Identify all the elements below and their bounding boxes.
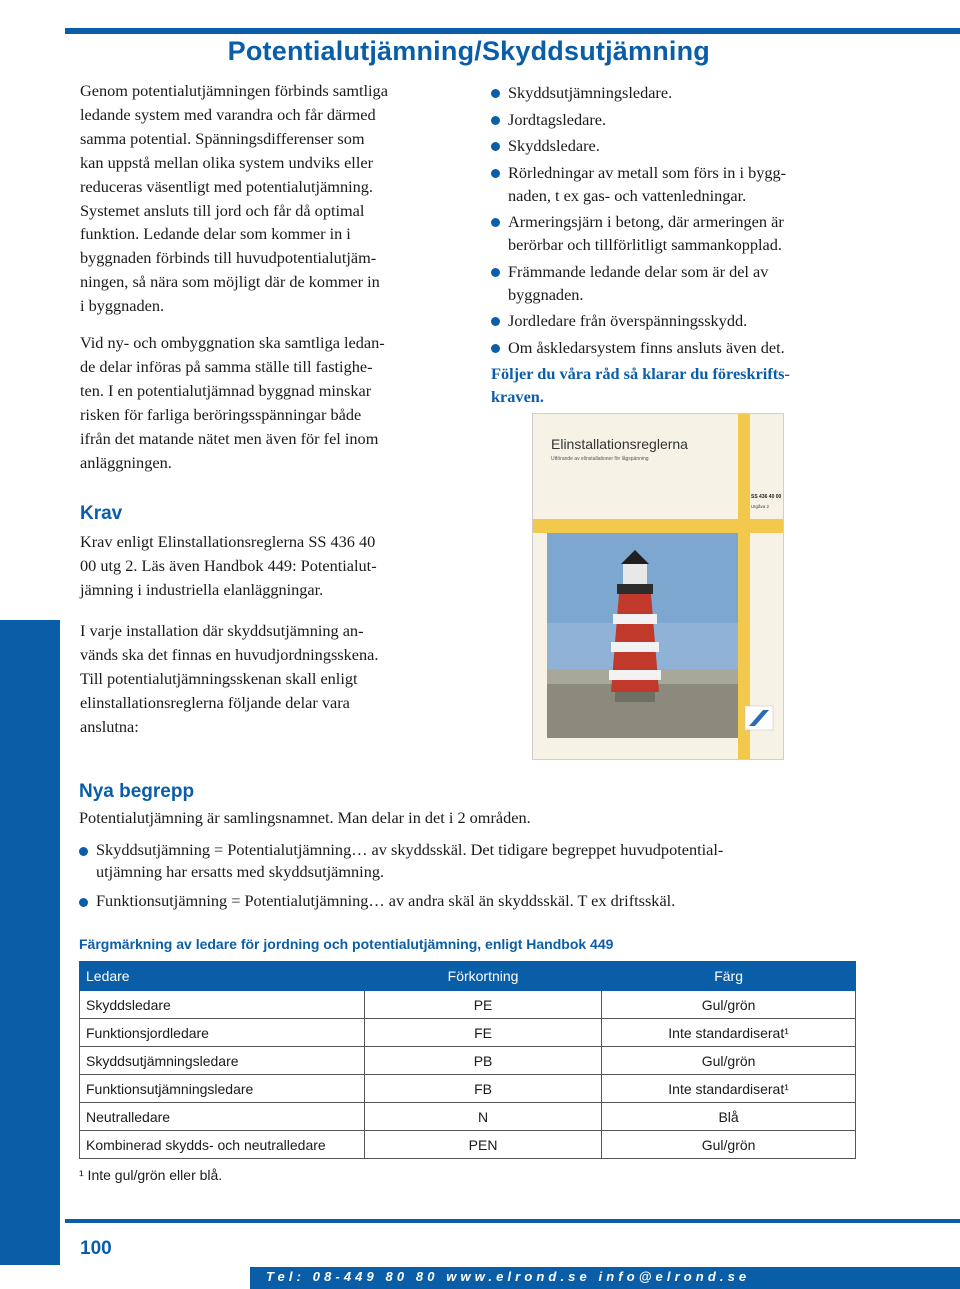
list-item-text: Om åskledarsystem finns ansluts även det. [508,337,785,357]
paragraph-1-line: ledande system med varandra och får därmed [80,104,376,124]
list-item [491,210,871,256]
top-rule [65,28,960,34]
krav-text-line: 00 utg 2. Läs även Handbok 449: Potentialut- [80,555,377,575]
table-footnote: ¹ Inte gul/grön eller blå. [79,1167,223,1183]
cover-edition: Utgåva 2 [751,504,770,509]
bullet-icon [491,317,500,326]
table-row [80,1131,856,1159]
cell-ledare: Funktionsutjämningsledare [80,1075,365,1103]
cell-forkortning: PB [364,1047,601,1075]
paragraph-1-line: funktion. Ledande delar som kommer in i [80,224,351,244]
cell-forkortning: PE [364,991,601,1019]
paragraph-2-line: ifrån det matande nätet men även för fel inom [80,428,379,448]
paragraph-3-line: vänds ska det finnas en huvudjordningsskena. [80,644,379,664]
begrepp-item [79,890,879,912]
page-number: 100 [80,1238,112,1259]
cell-farg: Blå [602,1103,856,1131]
cell-farg: Inte standardiserat¹ [602,1075,856,1103]
color-coding-table [79,961,856,1159]
begrepp-item [79,839,879,882]
cell-ledare: Skyddsutjämningsledare [80,1047,365,1075]
paragraph-1-line: byggnaden förbinds till huvudpotentialutjäm- [80,248,377,268]
list-item [491,260,871,306]
list-item-text: Skyddsledare. [508,136,600,155]
table-row [80,1047,856,1075]
paragraph-1-line: samma potential. Spänningsdifferenser som [80,128,365,148]
cell-forkortning: PEN [364,1131,601,1159]
list-item [491,134,871,157]
paragraph-2-line: risken för farliga beröringsspänningar både [80,404,362,424]
nya-begrepp-intro: Potentialutjämning är samlingsnamnet. Man delar in det i 2 områden. [79,808,531,827]
list-item-text: Skyddsutjämningsledare. [508,83,673,102]
nya-begrepp-heading: Nya begrepp [79,781,195,802]
paragraph-2-line: anläggningen. [80,452,172,472]
paragraph-2 [80,331,460,474]
advice-text [491,362,871,408]
cell-ledare: Neutralledare [80,1103,365,1131]
list-item [491,81,871,104]
list-item-text: berörbar och tillförlitligt sammankopplad. [508,235,782,254]
list-item [491,108,871,131]
list-item-text: byggnaden. [508,284,584,304]
bullet-icon [491,268,500,277]
paragraph-1 [80,79,460,318]
book-cover [532,413,784,760]
paragraph-1-line: kan uppstå mellan olika system undviks eller [80,152,374,172]
paragraph-1-line: Genom potentialutjämningen förbinds samtliga [80,81,388,100]
paragraph-1-line: ningen, så nära som möjligt där de kommer in [80,272,380,292]
table-row [80,991,856,1019]
paragraph-3-line: Till potentialutjämningsskenan skall enligt [80,668,358,688]
krav-text [80,530,460,602]
paragraph-3-line: elinstallationsreglerna följande delar vara [80,692,350,712]
footer-rule [65,1219,960,1223]
paragraph-1-line: reduceras väsentligt med potentialutjämning. [80,176,373,196]
begrepp-item-text: utjämning har ersatts med skyddsutjämning. [96,861,385,881]
advice-line: kraven. [491,387,544,406]
bullet-icon [491,169,500,178]
bullet-icon [79,898,88,907]
bullet-icon [491,116,500,125]
paragraph-1-line: i byggnaden. [80,296,165,316]
table-row [80,1075,856,1103]
table-caption: Färgmärkning av ledare för jordning och potentialutjämning, enligt Handbok 449 [79,936,614,952]
paragraph-2-line: Vid ny- och ombyggnation ska samtliga ledan- [80,333,385,353]
begrepp-item-text: Skyddsutjämning = Potentialutjämning… av skyddsskäl. Det tidigare begreppet huvudpotential- [96,840,724,859]
cover-code: SS 436 40 00 [751,494,782,500]
right-column [491,81,871,408]
list-item-text: Rörledningar av metall som förs in i bygg- [508,162,787,182]
list-item-text: naden, t ex gas- och vattenledningar. [508,185,747,205]
krav-text-line: jämning i industriella elanläggningar. [80,579,324,599]
connection-list [491,81,871,359]
cell-forkortning: N [364,1103,601,1131]
header-ledare: Ledare [80,962,365,991]
cover-subtitle: Utförande av elinstallationer för lågspänning [551,456,649,462]
cell-forkortning: FB [364,1075,601,1103]
advice-line: Följer du våra råd så klarar du föreskrifts- [491,364,790,383]
cell-farg: Gul/grön [602,1131,856,1159]
header-farg: Färg [602,962,856,991]
bullet-icon [491,89,500,98]
side-tab [0,620,60,1265]
list-item-text: Jordledare från överspänningsskydd. [508,311,748,330]
bullet-icon [491,218,500,227]
cover-title: Elinstallationsreglerna [551,436,688,452]
cell-ledare: Kombinerad skydds- och neutralledare [80,1131,365,1159]
paragraph-3-line: I varje installation där skyddsutjämning an- [80,621,364,640]
left-intro [80,79,460,475]
cell-farg: Gul/grön [602,1047,856,1075]
cell-forkortning: FE [364,1019,601,1047]
paragraph-2-line: de delar införas på samma ställe till fastighe- [80,356,373,376]
cell-farg: Gul/grön [602,991,856,1019]
bullet-icon [79,847,88,856]
paragraph-1-line: Systemet ansluts till jord och får då optimal [80,200,365,220]
cover-yellow-band [533,519,783,533]
cell-farg: Inte standardiserat¹ [602,1019,856,1047]
table-header-row [80,962,856,991]
footer-contact: Tel: 08-449 80 80 www.elrond.se info@elrond.se [266,1269,751,1284]
cell-ledare: Funktionsjordledare [80,1019,365,1047]
list-item-text: Främmande ledande delar som är del av [508,261,769,281]
bullet-icon [491,142,500,151]
page-title: Potentialutjämning/Skyddsutjämning [227,36,710,66]
list-item [491,161,871,207]
list-item-text: Armeringsjärn i betong, där armeringen är [508,212,784,231]
paragraph-3-line: anslutna: [80,716,139,736]
cell-ledare: Skyddsledare [80,991,365,1019]
krav-heading: Krav [80,503,123,524]
table-row [80,1103,856,1131]
krav-text-line: Krav enligt Elinstallationsreglerna SS 436 40 [80,532,376,551]
book-cover-image [533,414,783,759]
list-item [491,336,871,359]
list-item-text: Jordtagsledare. [508,109,607,129]
bullet-icon [491,344,500,353]
paragraph-2-line: ten. I en potentialutjämnad byggnad minskar [80,380,372,400]
begrepp-item-text: Funktionsutjämning = Potentialutjämning… av andra skäl än skyddsskäl. T ex driftsskäl. [96,891,676,910]
paragraph-3 [80,619,460,739]
header-forkortning: Förkortning [364,962,601,991]
table-row [80,1019,856,1047]
list-item [491,309,871,332]
nya-begrepp-list [79,839,879,920]
